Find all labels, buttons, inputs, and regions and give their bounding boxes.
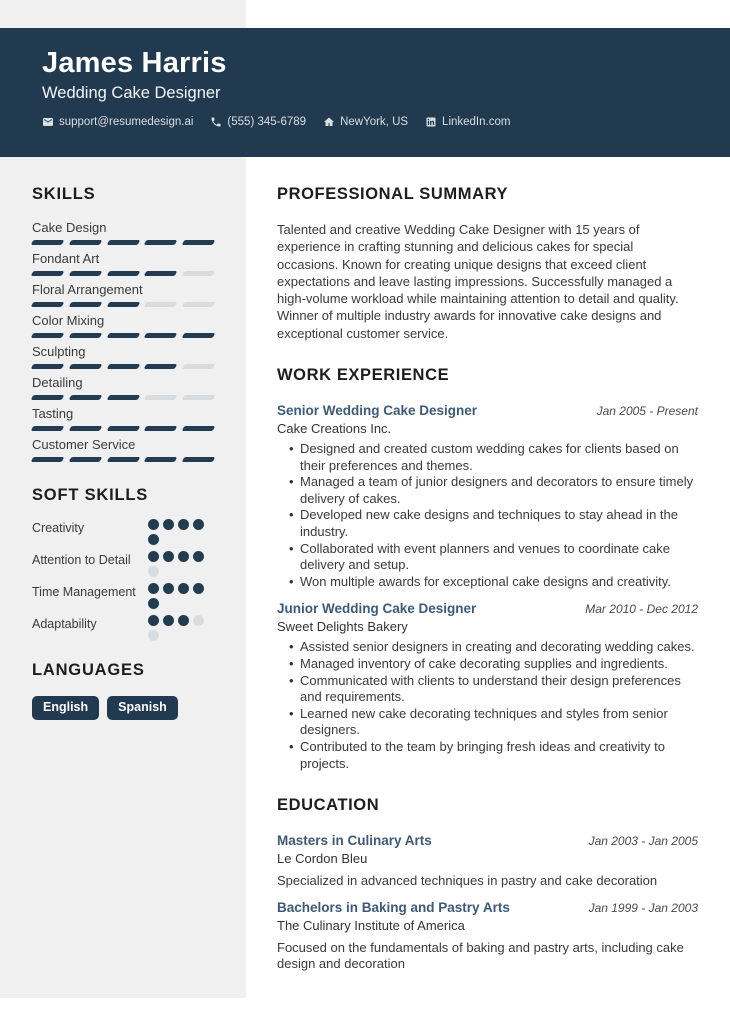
job-bullet: • Managed a team of junior designers and decorators to ensure timely delivery of cakes. xyxy=(289,474,698,507)
rating-dot xyxy=(178,583,189,594)
job-bullet: • Managed inventory of cake decorating supplies and ingredients. xyxy=(289,656,698,673)
skill-bar-segment xyxy=(144,240,177,245)
job-date: Jan 2005 - Present xyxy=(596,404,698,419)
soft-skills-list xyxy=(32,519,214,641)
experience-heading: WORK EXPERIENCE xyxy=(277,366,450,385)
soft-skill-name: Attention to Detail xyxy=(32,553,131,567)
skill-name: Cake Design xyxy=(32,220,107,235)
rating-dot xyxy=(148,615,159,626)
skill-bar-segment xyxy=(182,457,215,462)
skill-name: Tasting xyxy=(32,406,74,421)
rating-dot xyxy=(148,598,159,609)
soft-skill-name: Creativity xyxy=(32,521,85,535)
skill-bar-segment xyxy=(106,364,139,369)
rating-dot xyxy=(148,551,159,562)
skill-bar-segment xyxy=(144,395,177,400)
summary-text: Talented and creative Wedding Cake Designer with 15 years of experience in crafting stunning and delicious cakes for special occasions. Known for creating unique designs that exceed client expectations and leave lasting impressions. Successfully managed a high-volume workload while maintaining attention to detail and quality. Winner of multiple industry awards for innovative cake designs and exceptional customer service. xyxy=(277,222,679,341)
education-heading: EDUCATION xyxy=(277,796,380,815)
rating-dot xyxy=(193,551,204,562)
languages-heading: LANGUAGES xyxy=(32,661,145,679)
soft-skill-item xyxy=(32,583,214,609)
resume-header xyxy=(0,28,730,157)
person-name: James Harris xyxy=(42,47,227,79)
job-bullet: • Contributed to the team by bringing fresh ideas and creativity to projects. xyxy=(289,739,698,772)
skill-bar-segment xyxy=(31,457,64,462)
skill-bar-segment xyxy=(106,240,139,245)
job-title: Junior Wedding Cake Designer xyxy=(277,601,477,617)
education-entry xyxy=(277,832,698,890)
person-job-title: Wedding Cake Designer xyxy=(42,84,221,103)
contact-item[interactable] xyxy=(323,116,408,128)
degree-title: Masters in Culinary Arts xyxy=(277,833,432,849)
education-date: Jan 1999 - Jan 2003 xyxy=(588,900,698,915)
skill-bar-segment xyxy=(31,426,64,431)
skill-name: Color Mixing xyxy=(32,313,105,328)
soft-skill-item xyxy=(32,615,214,641)
languages-list xyxy=(32,696,214,720)
job-bullet: • Designed and created custom wedding cakes for clients based on their preferences and themes. xyxy=(289,441,698,474)
soft-skills-heading: SOFT SKILLS xyxy=(32,486,149,504)
soft-skill-item xyxy=(32,519,214,545)
job-title: Senior Wedding Cake Designer xyxy=(277,403,478,419)
skill-bar-segment xyxy=(144,302,177,307)
rating-dot xyxy=(193,615,204,626)
rating-dot xyxy=(148,583,159,594)
soft-skill-rating xyxy=(148,583,206,609)
education-entry xyxy=(277,899,698,973)
degree-title: Bachelors in Baking and Pastry Arts xyxy=(277,899,510,915)
skill-bar-segment xyxy=(31,271,64,276)
skill-bar-segment xyxy=(144,457,177,462)
skill-item xyxy=(32,282,214,307)
skill-level-bar xyxy=(32,240,214,245)
soft-skill-name: Time Management xyxy=(32,585,136,599)
skill-bar-segment xyxy=(31,333,64,338)
skill-bar-segment xyxy=(182,302,215,307)
contact-text: (555) 345-6789 xyxy=(227,116,307,129)
job-header xyxy=(277,600,698,618)
education-description: Specialized in advanced techniques in pastry and cake decoration xyxy=(277,873,658,889)
main-column xyxy=(277,157,698,997)
education-section xyxy=(277,796,698,973)
job-bullet-list xyxy=(277,441,698,590)
summary-heading: PROFESSIONAL SUMMARY xyxy=(277,185,509,203)
job-bullet: • Learned new cake decorating techniques and styles from senior designers. xyxy=(289,706,698,739)
skill-bar-segment xyxy=(182,364,215,369)
skill-bar-segment xyxy=(182,271,215,276)
skill-bar-segment xyxy=(106,271,139,276)
rating-dot xyxy=(163,615,174,626)
rating-dot xyxy=(148,566,159,577)
skill-level-bar xyxy=(32,457,214,462)
soft-skill-name: Adaptability xyxy=(32,617,97,631)
skill-bar-segment xyxy=(144,426,177,431)
language-tag: Spanish xyxy=(107,696,178,720)
skill-bar-segment xyxy=(144,333,177,338)
skill-bar-segment xyxy=(106,333,139,338)
education-description: Focused on the fundamentals of baking and pastry arts, including cake design and decoration xyxy=(277,939,684,972)
education-list xyxy=(277,832,698,973)
school-name: Le Cordon Bleu xyxy=(277,851,368,867)
skill-bar-segment xyxy=(182,240,215,245)
skill-level-bar xyxy=(32,333,214,338)
skill-bar-segment xyxy=(31,240,64,245)
skill-item xyxy=(32,375,214,400)
skill-item xyxy=(32,406,214,431)
contact-text: NewYork, US xyxy=(340,116,409,129)
rating-dot xyxy=(148,519,159,530)
skill-bar-segment xyxy=(106,426,139,431)
skill-bar-segment xyxy=(144,364,177,369)
email-icon xyxy=(42,116,54,128)
job-date: Mar 2010 - Dec 2012 xyxy=(585,602,698,617)
skill-item xyxy=(32,344,214,369)
job-entry xyxy=(277,402,698,590)
skill-bar-segment xyxy=(68,240,101,245)
job-bullet: • Assisted senior designers in creating and decorating wedding cakes. xyxy=(289,639,698,656)
skill-bar-segment xyxy=(182,426,215,431)
company-name: Sweet Delights Bakery xyxy=(277,619,408,635)
rating-dot xyxy=(163,519,174,530)
job-bullet: • Communicated with clients to understand their design preferences and requirements. xyxy=(289,673,698,706)
skill-bar-segment xyxy=(31,364,64,369)
skills-list xyxy=(32,220,214,462)
skill-name: Floral Arrangement xyxy=(32,282,143,297)
contact-row xyxy=(42,116,698,128)
skill-item xyxy=(32,220,214,245)
skill-level-bar xyxy=(32,302,214,307)
skill-level-bar xyxy=(32,395,214,400)
skill-name: Customer Service xyxy=(32,437,136,452)
job-bullet: • Won multiple awards for exceptional cake designs and creativity. xyxy=(289,574,698,591)
soft-skill-rating xyxy=(148,519,206,545)
jobs-list xyxy=(277,402,698,772)
summary-section xyxy=(277,185,698,342)
rating-dot xyxy=(178,551,189,562)
sidebar xyxy=(0,157,246,720)
soft-skill-rating xyxy=(148,615,206,641)
rating-dot xyxy=(178,615,189,626)
skill-level-bar xyxy=(32,426,214,431)
skill-item xyxy=(32,251,214,276)
skill-bar-segment xyxy=(106,457,139,462)
skill-bar-segment xyxy=(182,395,215,400)
skill-bar-segment xyxy=(182,333,215,338)
contact-item[interactable] xyxy=(42,116,193,128)
skill-bar-segment xyxy=(68,302,101,307)
contact-item[interactable] xyxy=(425,116,510,128)
skill-bar-segment xyxy=(68,364,101,369)
skill-level-bar xyxy=(32,271,214,276)
rating-dot xyxy=(148,534,159,545)
rating-dot xyxy=(163,583,174,594)
rating-dot xyxy=(178,519,189,530)
skill-bar-segment xyxy=(106,302,139,307)
skill-bar-segment xyxy=(68,426,101,431)
skill-bar-segment xyxy=(106,395,139,400)
job-header xyxy=(277,402,698,420)
education-header xyxy=(277,899,698,917)
job-bullet: • Developed new cake designs and techniques to stay ahead in the industry. xyxy=(289,507,698,540)
linkedin-icon xyxy=(425,116,437,128)
school-name: The Culinary Institute of America xyxy=(277,917,465,933)
contact-item[interactable] xyxy=(210,116,306,128)
skill-name: Sculpting xyxy=(32,344,86,359)
skills-heading: SKILLS xyxy=(32,185,96,203)
rating-dot xyxy=(163,551,174,562)
skill-bar-segment xyxy=(31,395,64,400)
phone-icon xyxy=(210,116,222,128)
skill-name: Fondant Art xyxy=(32,251,100,266)
skill-item xyxy=(32,437,214,462)
job-entry xyxy=(277,600,698,772)
rating-dot xyxy=(148,630,159,641)
job-bullet: • Collaborated with event planners and venues to coordinate cake delivery and setup. xyxy=(289,541,698,574)
language-tag: English xyxy=(32,696,99,720)
skill-name: Detailing xyxy=(32,375,83,390)
rating-dot xyxy=(193,519,204,530)
education-header xyxy=(277,832,698,850)
skill-bar-segment xyxy=(144,271,177,276)
soft-skill-item xyxy=(32,551,214,577)
soft-skill-rating xyxy=(148,551,206,577)
skill-bar-segment xyxy=(68,271,101,276)
education-date: Jan 2003 - Jan 2005 xyxy=(588,834,698,849)
skill-bar-segment xyxy=(68,395,101,400)
job-bullet-list xyxy=(277,639,698,772)
skill-bar-segment xyxy=(68,457,101,462)
experience-section xyxy=(277,366,698,772)
contact-text: LinkedIn.com xyxy=(442,116,511,129)
contact-text: support@resumedesign.ai xyxy=(59,116,194,129)
skill-bar-segment xyxy=(31,302,64,307)
company-name: Cake Creations Inc. xyxy=(277,421,392,437)
skill-bar-segment xyxy=(68,333,101,338)
home-icon xyxy=(323,116,335,128)
rating-dot xyxy=(193,583,204,594)
skill-level-bar xyxy=(32,364,214,369)
skill-item xyxy=(32,313,214,338)
